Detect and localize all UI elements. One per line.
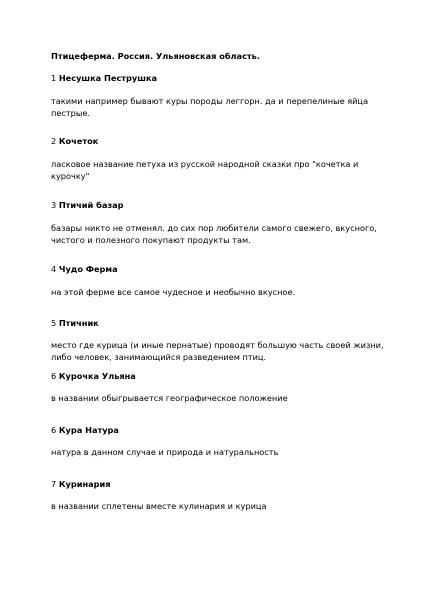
entry-heading xyxy=(51,370,386,382)
list-item xyxy=(51,263,386,297)
entry-number: 6 xyxy=(51,425,57,435)
entry-name: Кочеток xyxy=(58,136,99,146)
entry-description: такими например бывают куры породы леггорн. да и перепелиные яйца пестрые. xyxy=(51,96,369,118)
entry-number: 4 xyxy=(51,264,57,274)
entry-description: на этой ферме все самое чудесное и необычно вкусное. xyxy=(51,287,296,297)
entry-number: 7 xyxy=(51,479,57,489)
list-item xyxy=(51,135,386,181)
document-page xyxy=(51,50,386,511)
entry-name: Птичий базар xyxy=(58,200,124,210)
entry-name: Куринария xyxy=(58,479,111,489)
list-item xyxy=(51,370,386,403)
entry-number: 2 xyxy=(51,136,57,146)
list-item xyxy=(51,424,386,457)
entry-description: ласковое название петуха из русской народной сказки про "кочетка и курочку" xyxy=(51,159,359,181)
list-item xyxy=(51,478,386,511)
entry-description: в названии обыгрывается географическое положение xyxy=(51,393,288,403)
entry-name: Птичник xyxy=(58,318,99,328)
entry-description: базары никто не отменял. до сих пор любители самого свежего, вкусного, чистого и полезного покупают продукты там. xyxy=(51,223,377,245)
entry-description: натура в данном случае и природа и натуральность xyxy=(51,447,279,457)
entry-number: 6 xyxy=(51,371,57,381)
entry-number: 5 xyxy=(51,318,57,328)
entry-heading xyxy=(51,72,386,84)
entry-heading xyxy=(51,424,386,436)
entry-heading xyxy=(51,478,386,490)
entry-description: место где курица (и иные пернатые) проводят большую часть своей жизни, либо человек, занимающийся разведением птиц. xyxy=(51,340,384,362)
entry-heading xyxy=(51,199,386,211)
entry-heading xyxy=(51,135,386,147)
entry-name: Чудо Ферма xyxy=(58,264,118,274)
entry-name: Кура Натура xyxy=(58,425,119,435)
entry-heading xyxy=(51,317,386,329)
document-title: Птицеферма. Россия. Ульяновская область. xyxy=(51,51,260,61)
list-item xyxy=(51,72,386,118)
entry-heading xyxy=(51,263,386,275)
entry-number: 3 xyxy=(51,200,57,210)
list-item xyxy=(51,317,386,362)
entry-name: Курочка Ульяна xyxy=(58,371,136,381)
entry-number: 1 xyxy=(51,73,57,83)
entry-description: в названии сплетены вместе кулинария и курица xyxy=(51,501,267,511)
list-item xyxy=(51,199,386,245)
entry-name: Несушка Пеструшка xyxy=(58,73,158,83)
